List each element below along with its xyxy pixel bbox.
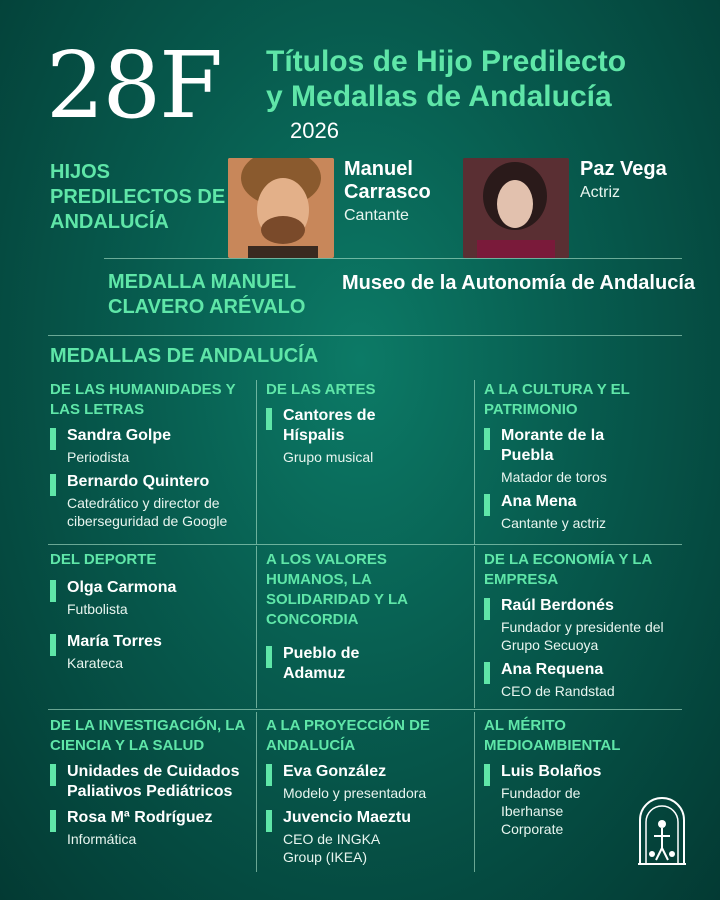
person-name: Paz Vega [580, 158, 667, 180]
list-item [266, 644, 466, 684]
category-cultura [484, 380, 684, 532]
category-artes [266, 380, 466, 466]
entry-role: Grupo musical [283, 449, 374, 465]
list-item [50, 578, 254, 618]
logo-28f: 28F [46, 32, 221, 139]
entry-role: Catedrático y director de ciberseguridad de Google [67, 495, 228, 529]
category-investigacion [50, 716, 254, 848]
list-item [484, 762, 634, 838]
hijo-manuel-carrasco [344, 158, 464, 226]
entry-role: Futbolista [67, 601, 128, 617]
list-item [50, 808, 254, 848]
entry-name: Juvencio Maeztu [283, 809, 412, 826]
entry-name: Morante de la Puebla [501, 427, 605, 464]
list-item [484, 596, 684, 654]
entry-name: Unidades de Cuidados Paliativos Pediátricos [67, 763, 240, 800]
entry-role: Fundador de Iberhanse Corporate [501, 785, 581, 837]
list-item [484, 492, 684, 532]
category-title: DE LA INVESTIGACIÓN, LA CIENCIA Y LA SALUD [50, 717, 245, 754]
category-title: DE LAS ARTES [266, 381, 376, 398]
photo-manuel-carrasco [228, 158, 334, 258]
category-humanidades [50, 380, 254, 530]
entry-name: Raúl Berdonés [501, 597, 614, 614]
entry-role: CEO de Randstad [501, 683, 615, 699]
hijos-predilectos-label: HIJOS PREDILECTOS DE ANDALUCÍA [50, 161, 226, 233]
category-title: DE LAS HUMANIDADES Y LAS LETRAS [50, 381, 236, 418]
photo-paz-vega [463, 158, 569, 258]
person-role: Cantante [344, 207, 409, 224]
list-item [484, 426, 684, 486]
list-item [266, 808, 472, 866]
entry-name: Rosa Mª Rodríguez [67, 809, 213, 826]
entry-role: Karateca [67, 655, 124, 671]
category-title: DEL DEPORTE [50, 551, 157, 568]
person-name: Manuel Carrasco [344, 158, 431, 203]
entry-name: María Torres [67, 633, 162, 650]
category-medioambiental [484, 716, 634, 838]
divider [48, 335, 682, 336]
list-item [50, 426, 254, 466]
list-item [50, 762, 254, 802]
entry-name: Cantores de Híspalis [283, 407, 376, 444]
list-item [50, 632, 254, 672]
grid-line [256, 546, 257, 708]
entry-role: CEO de INGKA Group (IKEA) [283, 831, 380, 865]
category-title: A LOS VALORES HUMANOS, LA SOLIDARIDAD Y LA CONCORDIA [266, 551, 408, 628]
entry-name: Ana Requena [501, 661, 604, 678]
grid-line [256, 380, 257, 544]
list-item [266, 762, 472, 802]
entry-role: Informática [67, 831, 137, 847]
year-label: 2026 [290, 118, 339, 143]
entry-role: Modelo y presentadora [283, 785, 427, 801]
grid-line [48, 544, 682, 545]
grid-line [48, 709, 682, 710]
list-item [484, 660, 684, 700]
grid-line [256, 712, 257, 872]
category-valores [266, 550, 466, 684]
category-title: AL MÉRITO MEDIOAMBIENTAL [484, 717, 621, 754]
entry-name: Pueblo de Adamuz [283, 645, 360, 682]
divider [104, 258, 682, 259]
category-title: A LA CULTURA Y EL PATRIMONIO [484, 381, 630, 418]
title-line-2: y Medallas de Andalucía [266, 80, 612, 113]
grid-line [474, 712, 475, 872]
category-proyeccion [266, 716, 472, 866]
category-deporte [50, 550, 254, 672]
entry-name: Luis Bolaños [501, 763, 602, 780]
title-line-1: Títulos de Hijo Predilecto [266, 45, 627, 78]
list-item [266, 406, 466, 466]
entry-role: Cantante y actriz [501, 515, 607, 531]
hijo-paz-vega [580, 158, 710, 203]
entry-role: Periodista [67, 449, 130, 465]
grid-line [474, 546, 475, 708]
entry-name: Olga Carmona [67, 579, 177, 596]
entry-role: Matador de toros [501, 469, 607, 485]
category-economia [484, 550, 684, 700]
entry-name: Ana Mena [501, 493, 577, 510]
category-title: DE LA ECONOMÍA Y LA EMPRESA [484, 551, 652, 588]
medalla-clavero-label: MEDALLA MANUEL CLAVERO ARÉVALO [108, 271, 306, 318]
medalla-clavero-value: Museo de la Autonomía de Andalucía [342, 272, 696, 294]
entry-name: Eva González [283, 763, 387, 780]
category-title: A LA PROYECCIÓN DE ANDALUCÍA [266, 717, 430, 754]
person-role: Actriz [580, 184, 620, 201]
list-item [50, 472, 254, 530]
medallas-andalucia-title: MEDALLAS DE ANDALUCÍA [50, 345, 319, 367]
entry-name: Bernardo Quintero [67, 473, 210, 490]
grid-line [474, 380, 475, 544]
entry-name: Sandra Golpe [67, 427, 172, 444]
junta-andalucia-emblem-icon [636, 794, 688, 866]
entry-role: Fundador y presidente del Grupo Secuoya [501, 619, 664, 653]
page-title [266, 44, 716, 114]
